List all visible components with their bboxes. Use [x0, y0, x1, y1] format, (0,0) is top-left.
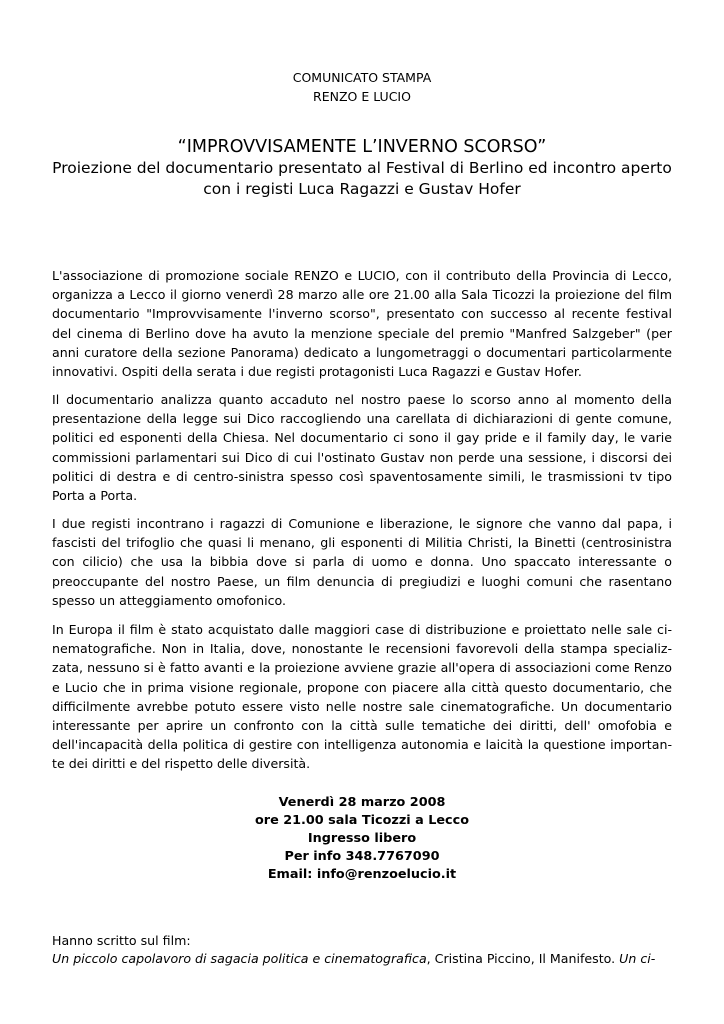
- paragraph-3: I due registi incontrano i ragazzi di Comunione e liberazione, le signore che vanno dal papa, i fascisti del trifoglio che quasi li menano, gli esponenti di Militia Christi, la Binetti (centrosinistra con cilicio) che usa la bibbia dove si parla di uomo e donna. Uno spaccato interessante o preoccupante del nostro Paese, un film denuncia di pregiudizi e luoghi comuni che rasentano spesso un atteggiamento omofonico.: [52, 516, 672, 608]
- review-source-1: , Cristina Piccino, Il Manifesto.: [426, 951, 620, 966]
- subtitle-line-2: con i registi Luca Ragazzi e Gustav Hofer: [203, 179, 521, 198]
- event-entry: Ingresso libero: [307, 831, 417, 846]
- header-line-2: RENZO E LUCIO: [313, 89, 411, 104]
- event-date: Venerdì 28 marzo 2008: [278, 795, 446, 810]
- title-block: [0, 136, 724, 199]
- event-info-phone: Per info 348.7767090: [284, 849, 440, 864]
- review-quote-1: Un piccolo capolavoro di sagacia politica e cinematografica: [52, 951, 427, 966]
- header-line-1: COMUNICATO STAMPA: [292, 70, 432, 85]
- paragraph-4: In Europa il film è stato acquistato dalle maggiori case di distribuzione e proiettato nelle sale cinematografiche. Non in Italia, dove, nonostante le recensioni favorevoli della stampa specializzata, nessuno si è fatto avanti e la proiezione avviene grazie all'opera di associazioni come Renzo e Lucio che in prima visione regionale, propone con piacere alla città questo documentario, che difficilmente avrebbe potuto essere visto nelle nostre sale cinematografiche. Un documentario interessante per aprire un confronto con la città sulle tematiche dei diritti, dell' omofobia e dell'incapacità della politica di gestire con intelligenza autonomia e laicità la questione importante dei diritti e del rispetto delle diversità.: [52, 622, 672, 772]
- event-time-place: ore 21.00 sala Ticozzi a Lecco: [254, 813, 470, 828]
- paragraph-2: Il documentario analizza quanto accaduto nel nostro paese lo scorso anno al momento della presentazione della legge sui Dico raccogliendo una carellata di dichiarazioni di gente comune, politici ed esponenti della Chiesa. Nel documentario ci sono il gay pride e il family day, le varie commissioni parlamentari sui Dico di cui l'ostinato Gustav non perde una sessione, i discorsi dei politici di destra e di centro-sinistra spesso così spaventosamente simili, le trasmissioni tv tipo Porta a Porta.: [52, 392, 672, 504]
- event-details: [0, 794, 724, 884]
- press-release-header: [0, 68, 724, 106]
- paragraph-1: L'associazione di promozione sociale RENZO e LUCIO, con il contributo della Provincia di Lecco, organizza a Lecco il giorno venerdì 28 marzo alle ore 21.00 alla Sala Ticozzi la proiezione del film documentario "Improvvisamente l'inverno scorso", presentato con successo al recente festival del cinema di Berlino dove ha avuto la menzione speciale del premio "Manfred Salzgeber" (per anni curatore della sezione Panorama) dedicato a lungometraggi o documentari particolarmente innovativi. Ospiti della serata i due registi protagonisti Luca Ragazzi e Gustav Hofer.: [52, 268, 672, 380]
- review-line: [52, 950, 672, 968]
- event-email: Email: info@renzoelucio.it: [267, 867, 457, 882]
- review-quote-2: Un ci-: [619, 951, 656, 966]
- reviews-heading: Hanno scritto sul film:: [52, 933, 191, 948]
- reviews-section: [52, 932, 672, 968]
- subtitle-line-1: Proiezione del documentario presentato al Festival di Berlino ed incontro aperto: [52, 159, 672, 177]
- document-title: “IMPROVVISAMENTE L’INVERNO SCORSO”: [177, 137, 547, 157]
